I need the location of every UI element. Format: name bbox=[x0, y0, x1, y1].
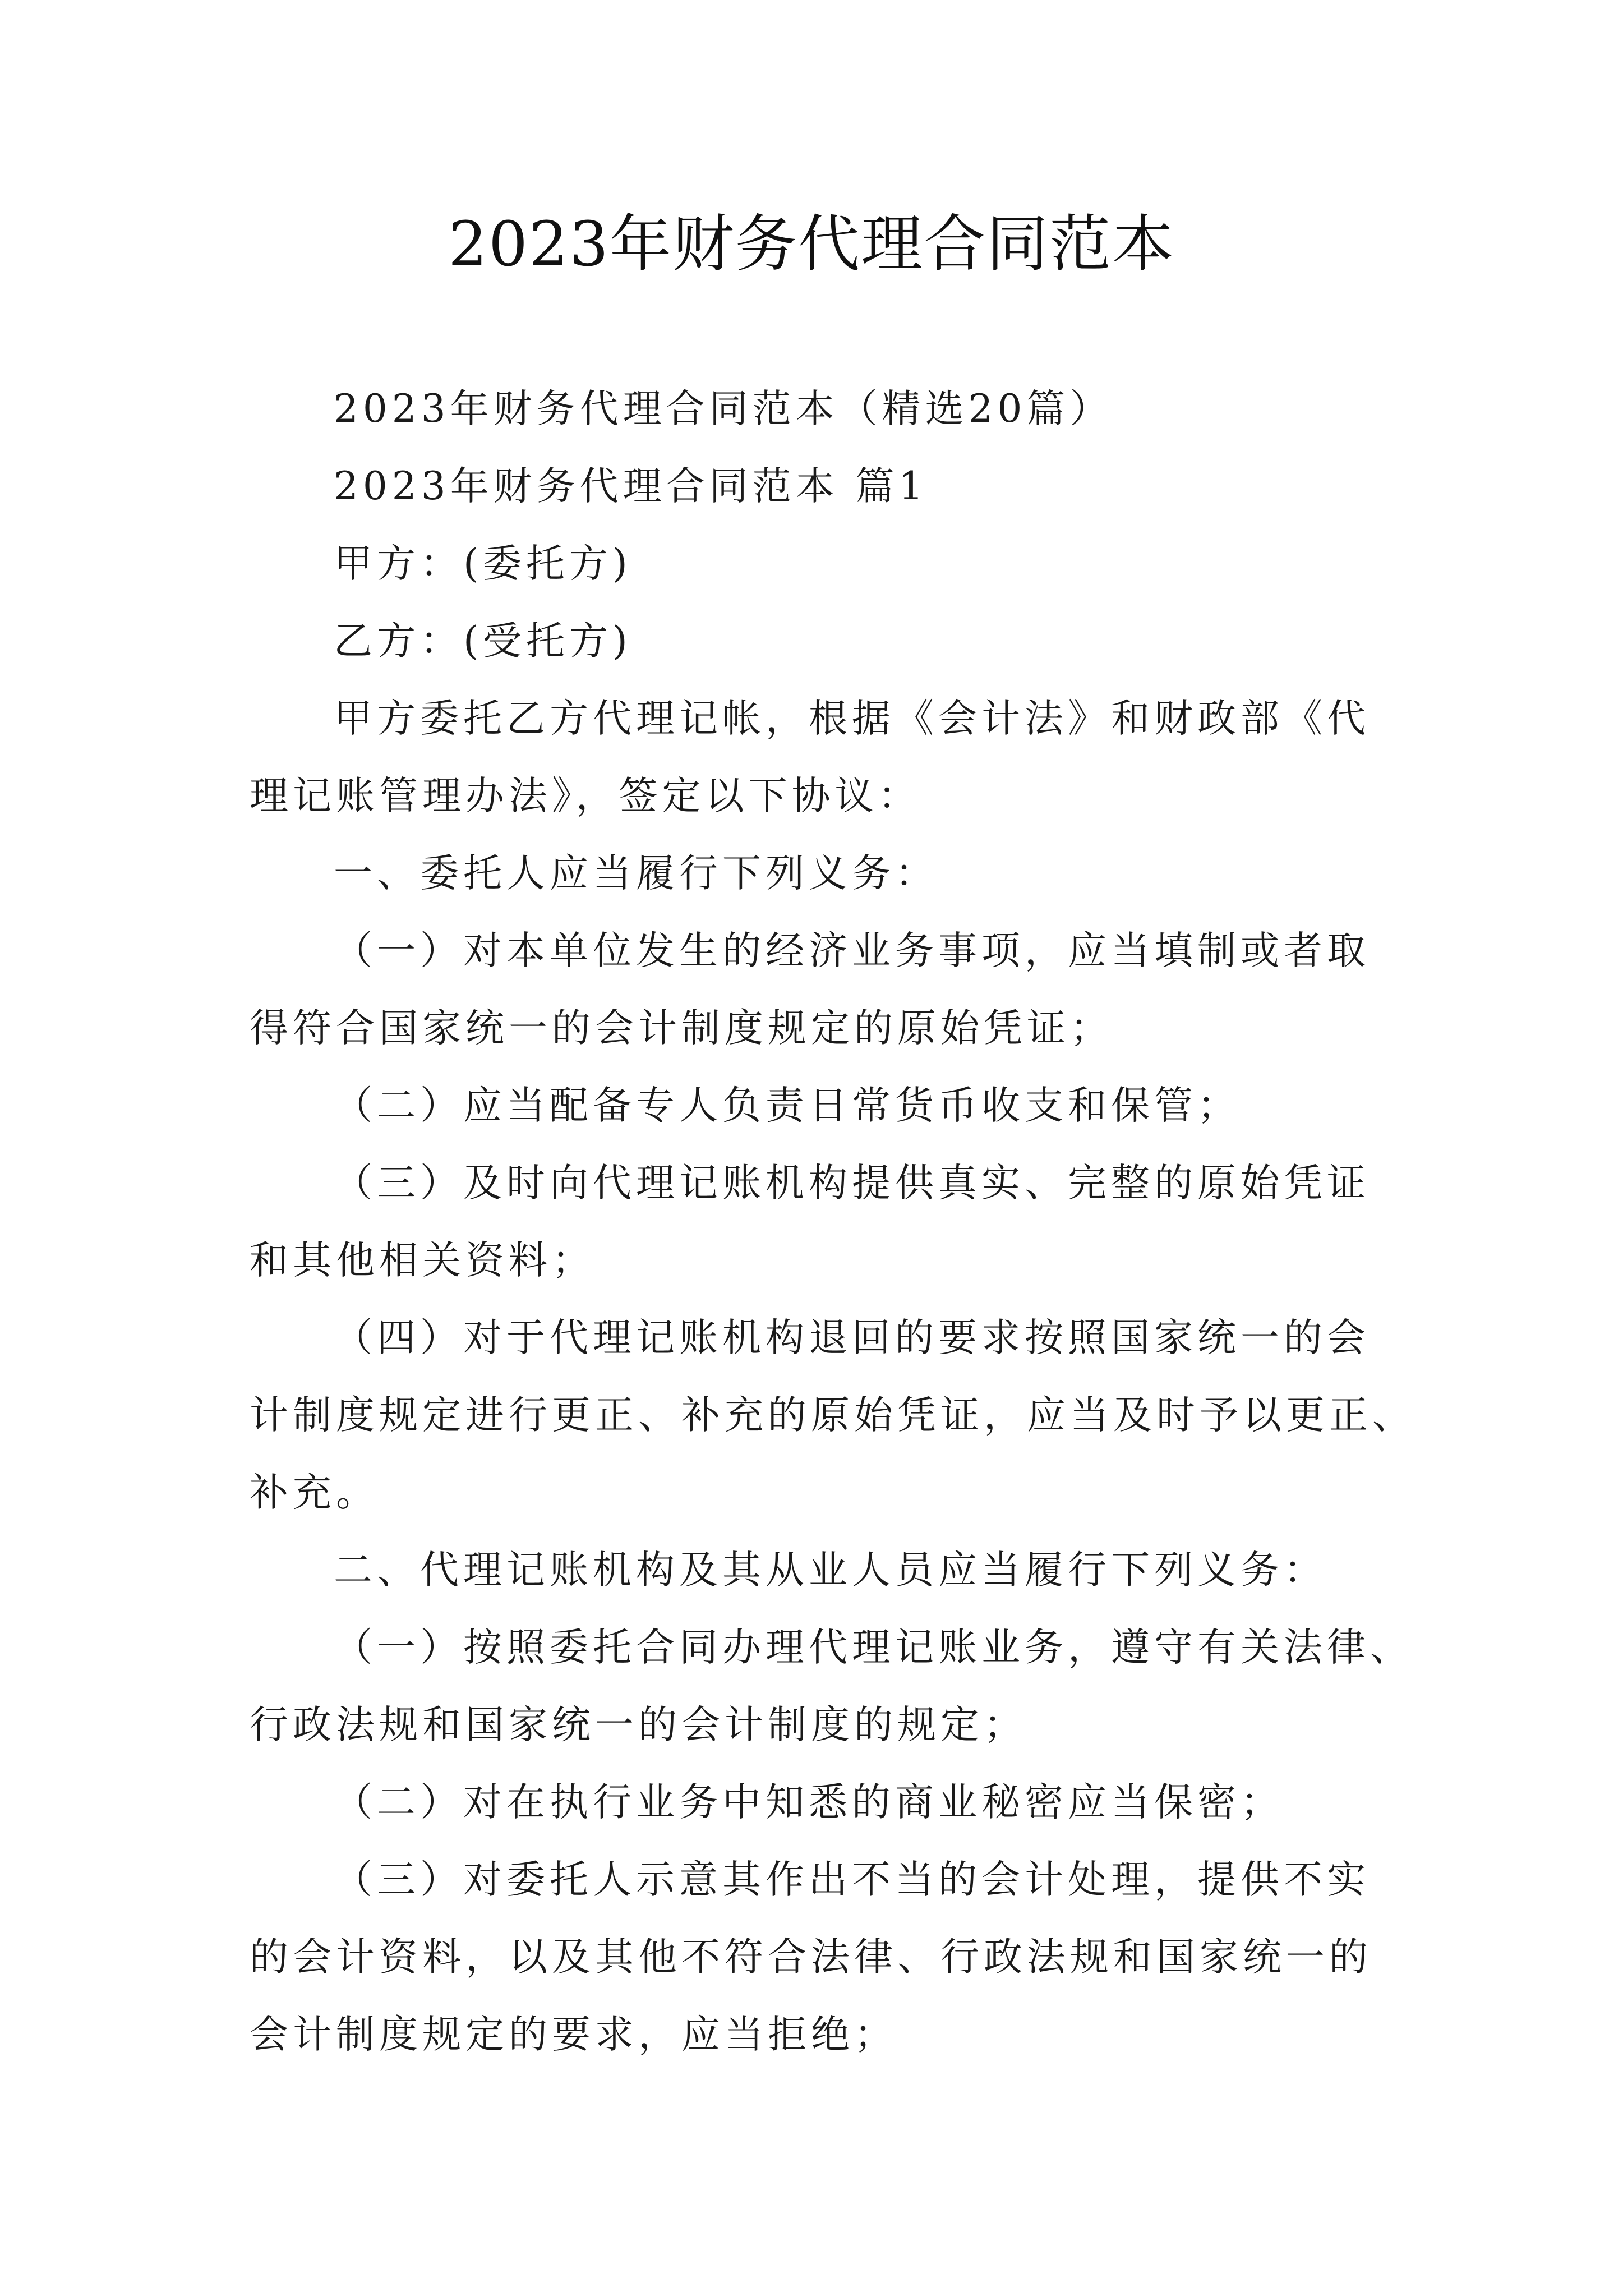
document-title: 2023年财务代理合同范本 bbox=[448, 208, 1175, 280]
text-line: （四）对于代理记账机构退回的要求按照国家统一的会 bbox=[334, 1315, 1370, 1360]
text-line: （三）对委托人示意其作出不当的会计处理，提供不实 bbox=[334, 1857, 1370, 1902]
text-line: 和其他相关资料； bbox=[250, 1238, 595, 1283]
text-line: 甲方：(委托方) bbox=[334, 541, 632, 586]
text-line: 补充。 bbox=[250, 1470, 379, 1515]
text-line: 二、代理记账机构及其从业人员应当履行下列义务： bbox=[334, 1548, 1327, 1593]
text-line: （二）应当配备专人负责日常货币收支和保管； bbox=[334, 1083, 1241, 1128]
text-line: 甲方委托乙方代理记帐，根据《会计法》和财政部《代 bbox=[334, 696, 1370, 741]
text-line: 的会计资料，以及其他不符合法律、行政法规和国家统一的 bbox=[250, 1935, 1372, 1980]
text-line: 乙方：(受托方) bbox=[334, 619, 632, 664]
text-line: （三）及时向代理记账机构提供真实、完整的原始凭证 bbox=[334, 1161, 1370, 1205]
text-line: （一）按照委托合同办理代理记账业务，遵守有关法律、 bbox=[334, 1625, 1413, 1670]
text-line: （二）对在执行业务中知悉的商业秘密应当保密； bbox=[334, 1780, 1284, 1825]
text-line: 行政法规和国家统一的会计制度的规定； bbox=[250, 1703, 1027, 1747]
text-line: 2023年财务代理合同范本（精选20篇） bbox=[334, 386, 1113, 431]
text-line: 会计制度规定的要求，应当拒绝； bbox=[250, 2012, 897, 2057]
document-body bbox=[250, 370, 1415, 2073]
text-line: （一）对本单位发生的经济业务事项，应当填制或者取 bbox=[334, 928, 1370, 973]
text-line: 计制度规定进行更正、补充的原始凭证，应当及时予以更正、 bbox=[250, 1393, 1415, 1438]
text-line: 2023年财务代理合同范本 篇1 bbox=[334, 464, 928, 509]
text-line: 理记账管理办法》，签定以下协议： bbox=[250, 774, 921, 818]
text-line: 得符合国家统一的会计制度规定的原始凭证； bbox=[250, 1006, 1113, 1051]
text-line: 一、委托人应当履行下列义务： bbox=[334, 851, 938, 896]
